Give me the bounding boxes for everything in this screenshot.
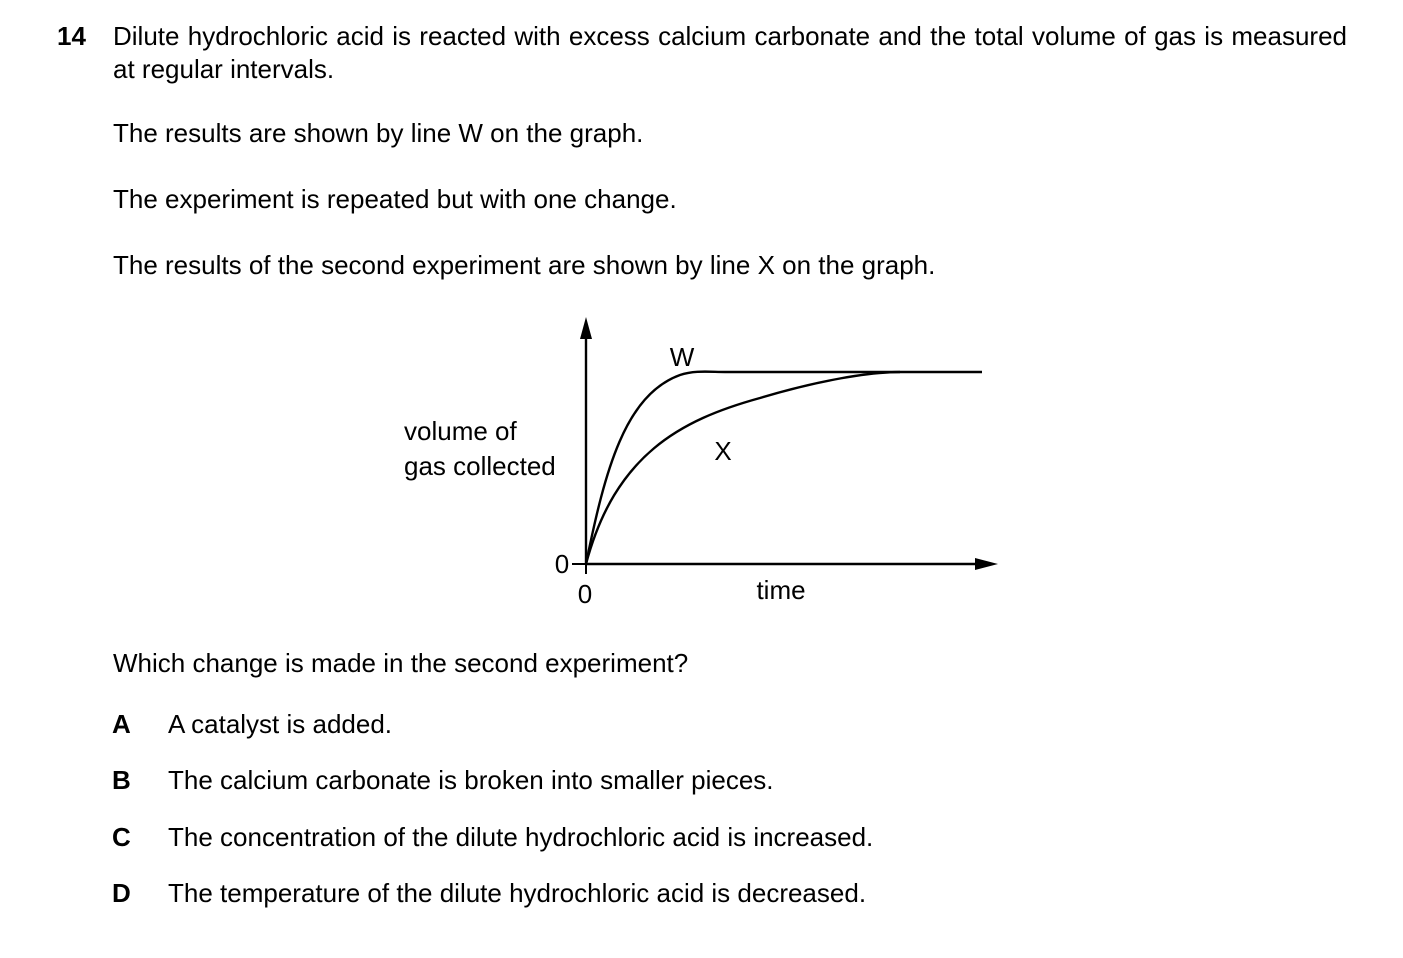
option-b-text: The calcium carbonate is broken into smaller pieces.	[168, 765, 774, 795]
question-number: 14	[57, 21, 86, 51]
option-d-letter: D	[112, 878, 131, 908]
paragraph-line-w: The results are shown by line W on the graph.	[113, 118, 644, 148]
curve-w-label: W	[669, 342, 695, 372]
question-stem: Dilute hydrochloric acid is reacted with excess calcium carbonate and the total volume of gas is measured at regular intervals.	[113, 21, 1347, 84]
option-a-text: A catalyst is added.	[168, 709, 393, 739]
option-d-text: The temperature of the dilute hydrochloric acid is decreased.	[168, 878, 867, 908]
curve-x	[586, 372, 900, 564]
x-axis-arrowhead	[975, 558, 998, 570]
curve-x-label: X	[714, 436, 732, 466]
x-origin-label: 0	[577, 579, 593, 609]
y-axis-label-line1: volume of	[404, 416, 517, 446]
option-c-letter: C	[112, 822, 131, 852]
option-c-text: The concentration of the dilute hydrochloric acid is increased.	[168, 822, 874, 852]
paragraph-line-x: The results of the second experiment are shown by line X on the graph.	[113, 250, 936, 280]
question-prompt: Which change is made in the second experiment?	[113, 648, 689, 678]
x-axis-label: time	[756, 575, 806, 605]
y-axis-label-line2: gas collected	[404, 451, 556, 481]
y-axis-arrowhead	[580, 317, 592, 339]
y-origin-label: 0	[554, 549, 570, 579]
paragraph-repeat: The experiment is repeated but with one change.	[113, 184, 677, 214]
option-b-letter: B	[112, 765, 131, 795]
curve-w	[586, 372, 982, 564]
option-a-letter: A	[112, 709, 131, 739]
